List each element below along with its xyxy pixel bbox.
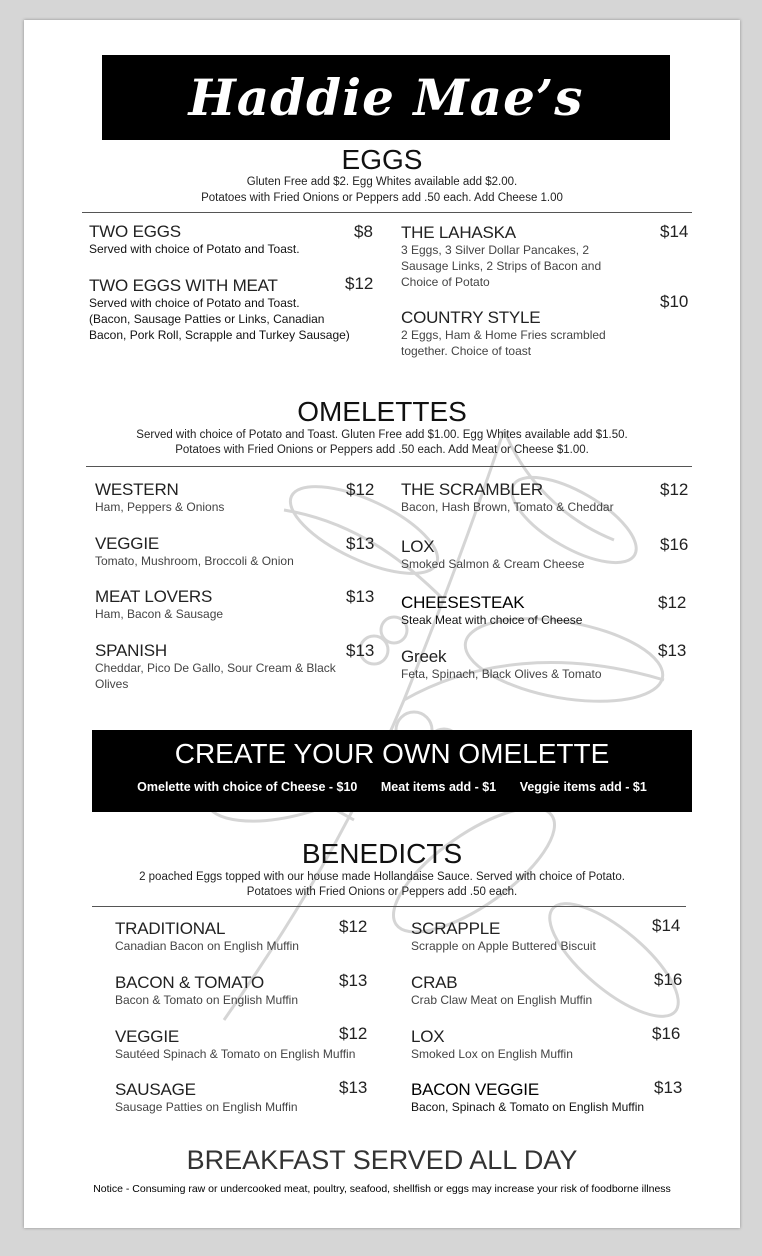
item-name: VEGGIE: [115, 1027, 179, 1046]
omelettes-divider: [86, 466, 692, 467]
item-price: $13: [346, 587, 375, 606]
menu-page: [24, 20, 740, 1228]
cyo-option-cheese: Omelette with choice of Cheese - $10: [137, 780, 358, 794]
item-price: $13: [346, 641, 375, 660]
menu-item: [411, 919, 661, 954]
item-name: WESTERN: [95, 480, 179, 499]
item-name: SPANISH: [95, 641, 167, 660]
item-desc: Ham, Peppers & Onions: [95, 500, 225, 514]
item-price: $13: [346, 534, 375, 553]
omelettes-title: OMELETTES: [297, 396, 467, 427]
item-name: COUNTRY STYLE: [401, 308, 541, 327]
menu-item: [115, 973, 355, 1008]
item-name: THE SCRAMBLER: [401, 480, 543, 499]
item-name: TRADITIONAL: [115, 919, 226, 938]
item-desc: Sausage Links, 2 Strips of Bacon and: [401, 259, 602, 273]
item-price: $14: [652, 916, 681, 935]
item-desc: Smoked Salmon & Cream Cheese: [401, 557, 585, 571]
footer-notice: Notice - Consuming raw or undercooked meat, poultry, seafood, shellfish or eggs may increase your risk of foodborne illness: [93, 1183, 671, 1195]
item-desc: Choice of Potato: [401, 275, 490, 289]
item-price: $12: [346, 480, 375, 499]
menu-item: [411, 1027, 661, 1062]
item-name: LOX: [401, 537, 435, 556]
eggs-title: EGGS: [341, 144, 423, 175]
benedicts-divider: [92, 906, 686, 907]
item-price: $16: [654, 970, 683, 989]
item-name: CRAB: [411, 973, 458, 992]
item-desc: (Bacon, Sausage Patties or Links, Canadian: [89, 312, 325, 326]
item-name: BACON & TOMATO: [115, 973, 264, 992]
menu-item: [115, 1080, 355, 1115]
menu-item: [95, 480, 345, 515]
cyo-option-meat: Meat items add - $1: [380, 780, 497, 794]
item-name: VEGGIE: [95, 534, 159, 553]
menu-item: [115, 919, 355, 954]
menu-item: [411, 1080, 671, 1115]
menu-item: [401, 647, 651, 682]
omelettes-note-2: Potatoes with Fried Onions or Peppers add .50 each. Add Meat or Cheese $1.00.: [175, 444, 589, 456]
eggs-divider: [82, 212, 692, 213]
item-price: $14: [660, 222, 689, 241]
create-your-own-title: CREATE YOUR OWN OMELETTE: [174, 738, 610, 769]
item-desc: Bacon, Hash Brown, Tomato & Cheddar: [401, 500, 614, 514]
menu-item: [401, 308, 641, 359]
item-name: BACON VEGGIE: [411, 1080, 539, 1099]
create-your-own-banner: [92, 730, 692, 812]
omelettes-note-1: Served with choice of Potato and Toast. Gluten Free add $1.00. Egg Whites available add $1.50.: [136, 429, 628, 441]
item-desc: Served with choice of Potato and Toast.: [89, 242, 300, 256]
item-price: $13: [339, 971, 368, 990]
item-price: $12: [339, 917, 368, 936]
menu-item: [401, 223, 641, 290]
item-price: $12: [339, 1024, 368, 1043]
menu-item: [401, 537, 651, 572]
brand-logo: Haddie Mae’s: [188, 68, 584, 127]
menu-item: [95, 587, 345, 622]
item-desc: Ham, Bacon & Sausage: [95, 607, 224, 621]
item-price: $13: [658, 641, 687, 660]
item-desc: Canadian Bacon on English Muffin: [115, 939, 299, 953]
item-desc: Tomato, Mushroom, Broccoli & Onion: [95, 554, 294, 568]
item-price: $12: [345, 274, 374, 293]
item-desc: together. Choice of toast: [401, 344, 532, 358]
item-desc: Smoked Lox on English Muffin: [411, 1047, 573, 1061]
item-desc: Steak Meat with choice of Cheese: [401, 613, 583, 627]
item-name: MEAT LOVERS: [95, 587, 213, 606]
menu-item: [115, 1027, 375, 1062]
item-desc: Bacon & Tomato on English Muffin: [115, 993, 298, 1007]
menu-item: [95, 641, 345, 692]
item-desc: Sausage Patties on English Muffin: [115, 1100, 298, 1114]
item-desc: Olives: [95, 677, 129, 691]
item-name: THE LAHASKA: [401, 223, 516, 242]
item-desc: Crab Claw Meat on English Muffin: [411, 993, 593, 1007]
item-name: LOX: [411, 1027, 445, 1046]
menu-item: [89, 222, 369, 257]
menu-item: [95, 534, 345, 569]
item-price: $8: [354, 222, 373, 241]
item-desc: Bacon, Pork Roll, Scrapple and Turkey Sausage): [89, 328, 350, 342]
item-desc: Served with choice of Potato and Toast.: [89, 296, 300, 310]
item-price: $16: [660, 535, 689, 554]
item-price: $13: [654, 1078, 683, 1097]
item-price: $12: [660, 480, 689, 499]
menu-item: [411, 973, 661, 1008]
item-name: SCRAPPLE: [411, 919, 501, 938]
item-name: SAUSAGE: [115, 1080, 196, 1099]
item-name: TWO EGGS WITH MEAT: [89, 276, 278, 295]
item-price: $10: [660, 292, 689, 311]
footer-title: BREAKFAST SERVED ALL DAY: [186, 1145, 578, 1175]
item-name: Greek: [401, 647, 447, 666]
item-price: $13: [339, 1078, 368, 1097]
item-name: TWO EGGS: [89, 222, 181, 241]
item-desc: 3 Eggs, 3 Silver Dollar Pancakes, 2: [401, 243, 590, 257]
item-price: $12: [658, 593, 687, 612]
benedicts-note-1: 2 poached Eggs topped with our house made Hollandaise Sauce. Served with choice of Potato.: [139, 871, 625, 883]
brand-banner: [102, 55, 670, 140]
create-your-own-options: [92, 780, 692, 794]
eggs-note-2: Potatoes with Fried Onions or Peppers add .50 each. Add Cheese 1.00: [201, 192, 563, 204]
item-price: $16: [652, 1024, 681, 1043]
benedicts-title: BENEDICTS: [301, 838, 463, 869]
item-desc: Cheddar, Pico De Gallo, Sour Cream & Black: [95, 661, 336, 675]
menu-item: [401, 480, 651, 515]
menu-item: [89, 276, 359, 343]
item-name: CHEESESTEAK: [401, 593, 525, 612]
menu-item: [401, 593, 651, 628]
item-desc: Bacon, Spinach & Tomato on English Muffin: [411, 1100, 645, 1114]
cyo-option-veggie: Veggie items add - $1: [519, 780, 647, 794]
item-desc: Sautéed Spinach & Tomato on English Muffin: [115, 1047, 356, 1061]
item-desc: Scrapple on Apple Buttered Biscuit: [411, 939, 596, 953]
benedicts-note-2: Potatoes with Fried Onions or Peppers add .50 each.: [246, 886, 518, 898]
item-desc: 2 Eggs, Ham & Home Fries scrambled: [401, 328, 606, 342]
eggs-note-1: Gluten Free add $2. Egg Whites available add $2.00.: [246, 176, 518, 188]
item-desc: Feta, Spinach, Black Olives & Tomato: [401, 667, 602, 681]
